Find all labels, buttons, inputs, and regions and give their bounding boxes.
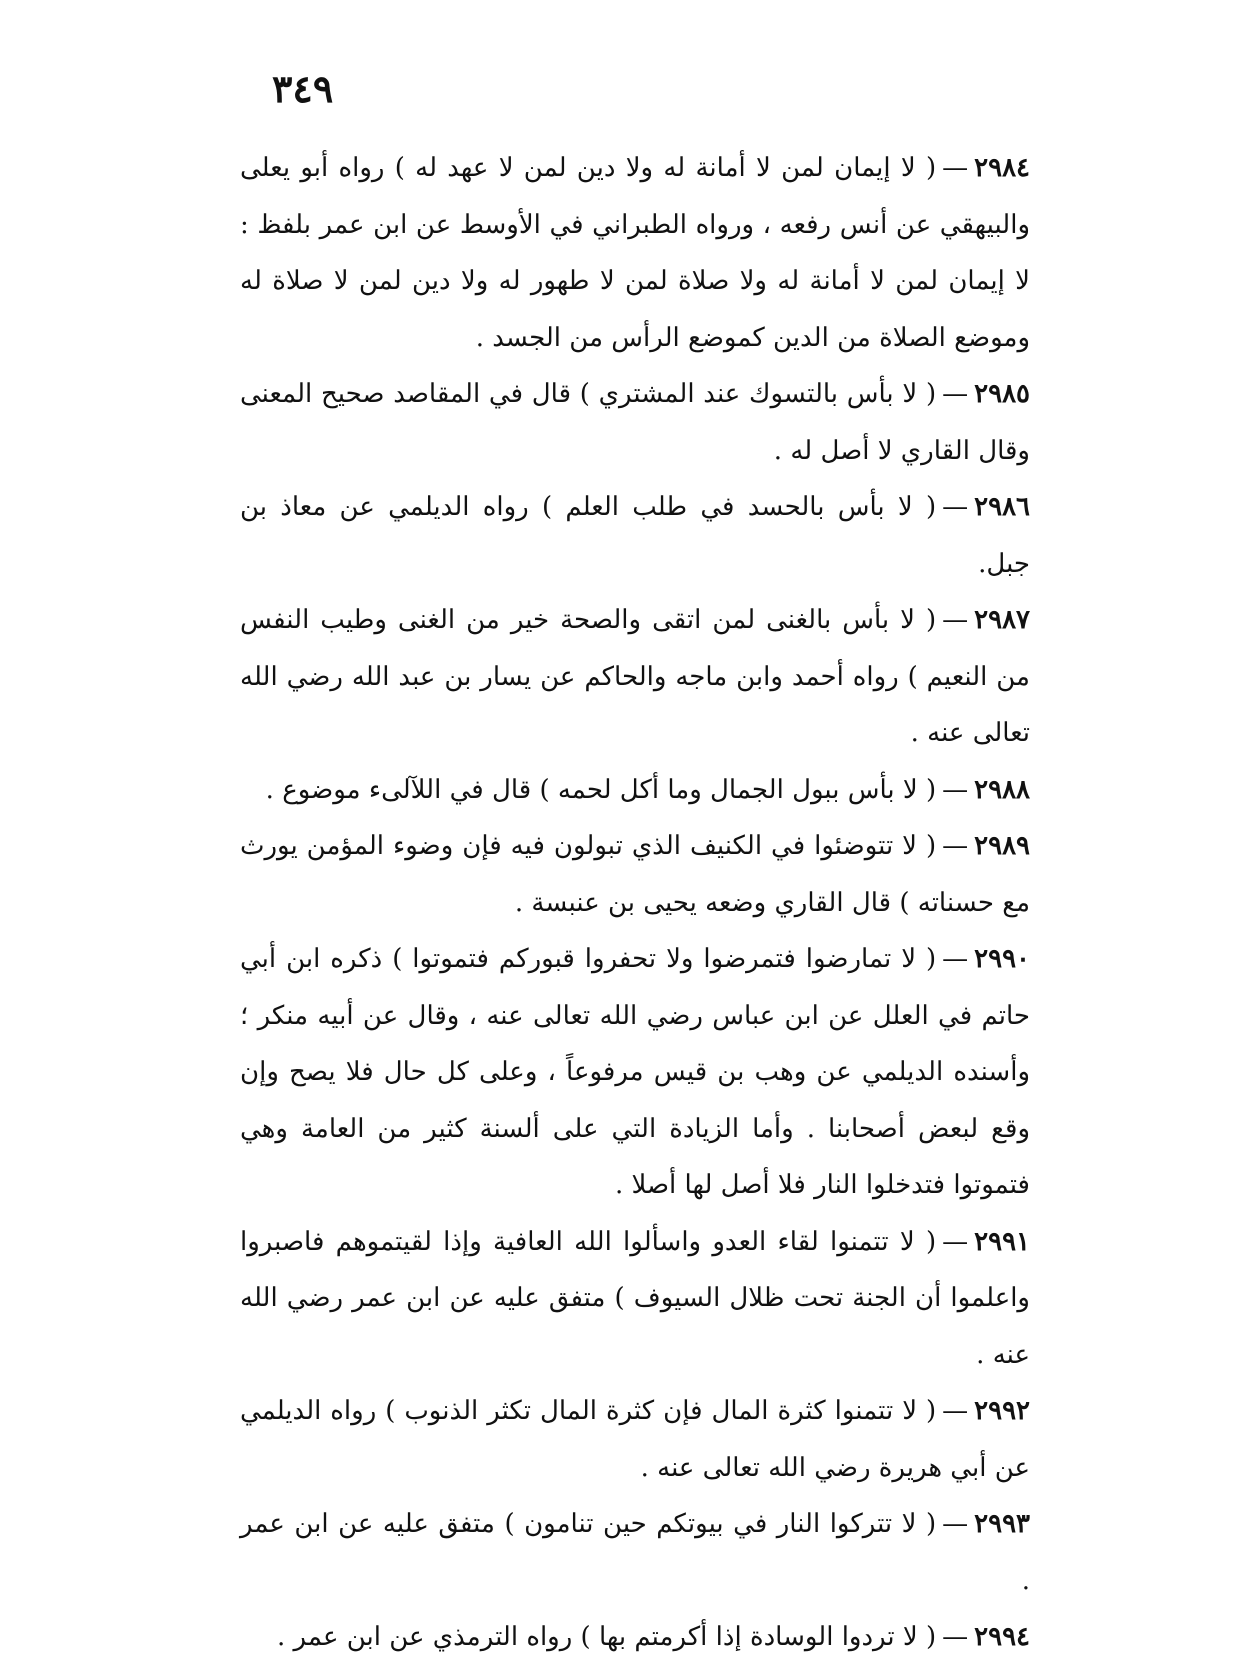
hadith-entry: ٢٩٩٤—( لا تردوا الوسادة إذا أكرمتم بها ) رواه الترمذي عن ابن عمر .: [277, 1622, 1030, 1652]
hadith-entry: ٢٩٨٨—( لا بأس ببول الجمال وما أكل لحمه ) قال في اللآلىء موضوع .: [265, 774, 1030, 805]
hadith-entries: [240, 140, 1030, 1666]
entry-number: ٢٩٩٣: [974, 1509, 1030, 1539]
page-number: ٣٤٩: [272, 66, 334, 111]
entry-text: ( لا بأس بالحسد في طلب العلم ) رواه الديلمي عن معاذ بن جبل.: [240, 492, 1030, 579]
entry-text: ( لا تتمنوا لقاء العدو واسألوا الله العافية وإذا لقيتموهم فاصبروا واعلموا أن الجنة تحت ظلال السيوف ) متفق عليه عن ابن عمر رضي الله عنه .: [240, 1226, 1030, 1370]
hadith-entry: ٢٩٩٠—( لا تمارضوا فتمرضوا ولا تحفروا قبوركم فتموتوا ) ذكره ابن أبي حاتم في العلل عن ابن عباس رضي الله تعالى عنه ، وقال عن أبيه منكر ؛ وأسنده الديلمي عن وهب بن قيس مرفوعاً ، وعلى كل حال فلا يصح وإن وقع لبعض أصحابنا . وأما الزيادة التي على ألسنة كثير من العامة وهي فتموتوا فتدخلوا النار فلا أصل لها أصلا .: [240, 944, 1030, 1200]
hadith-entry: ٢٩٩٢—( لا تتمنوا كثرة المال فإن كثرة المال تكثر الذنوب ) رواه الديلمي عن أبي هريرة رضي الله تعالى عنه .: [240, 1396, 1030, 1483]
entry-number: ٢٩٨٤: [974, 153, 1030, 183]
entry-number: ٢٩٩٤: [974, 1622, 1030, 1652]
entry-text: ( لا تتمنوا كثرة المال فإن كثرة المال تكثر الذنوب ) رواه الديلمي عن أبي هريرة رضي الله تعالى عنه .: [240, 1396, 1030, 1483]
hadith-entry: ٢٩٨٥—( لا بأس بالتسوك عند المشتري ) قال في المقاصد صحيح المعنى وقال القاري لا أصل له .: [240, 379, 1030, 466]
entry-text: ( لا بأس ببول الجمال وما أكل لحمه ) قال في اللآلىء موضوع .: [265, 774, 937, 805]
hadith-entry: ٢٩٨٦—( لا بأس بالحسد في طلب العلم ) رواه الديلمي عن معاذ بن جبل.: [240, 492, 1030, 579]
entry-number: ٢٩٨٨: [974, 774, 1030, 805]
hadith-entry: ٢٩٩٣—( لا تتركوا النار في بيوتكم حين تنامون ) متفق عليه عن ابن عمر .: [240, 1509, 1030, 1596]
hadith-entry: ٢٩٨٤—( لا إيمان لمن لا أمانة له ولا دين لمن لا عهد له ) رواه أبو يعلى والبيهقي عن أنس رفعه ، ورواه الطبراني في الأوسط عن ابن عمر بلفظ : لا إيمان لمن لا أمانة له ولا صلاة لمن لا طهور له ولا دين لمن لا صلاة له وموضع الصلاة من الدين كموضع الرأس من الجسد .: [240, 153, 1030, 353]
entry-number: ٢٩٨٦: [974, 492, 1030, 522]
entry-text: ( لا تردوا الوسادة إذا أكرمتم بها ) رواه الترمذي عن ابن عمر .: [277, 1622, 937, 1652]
hadith-entry: ٢٩٩١—( لا تتمنوا لقاء العدو واسألوا الله العافية وإذا لقيتموهم فاصبروا واعلموا أن الجنة تحت ظلال السيوف ) متفق عليه عن ابن عمر رضي الله عنه .: [240, 1226, 1030, 1370]
entry-number: ٢٩٩٢: [974, 1396, 1030, 1426]
hadith-entry: ٢٩٨٧—( لا بأس بالغنى لمن اتقى والصحة خير من الغنى وطيب النفس من النعيم ) رواه أحمد وابن ماجه والحاكم عن يسار بن عبد الله رضي الله تعالى عنه .: [240, 605, 1030, 748]
entry-number: ٢٩٩١: [974, 1226, 1030, 1257]
entry-text: ( لا إيمان لمن لا أمانة له ولا دين لمن لا عهد له ) رواه أبو يعلى والبيهقي عن أنس رفعه ، ورواه الطبراني في الأوسط عن ابن عمر بلفظ : لا إيمان لمن لا أمانة له ولا صلاة لمن لا طهور له ولا دين لمن لا صلاة له وموضع الصلاة من الدين كموضع الرأس من الجسد .: [240, 153, 1030, 353]
entry-text: ( لا تتوضئوا في الكنيف الذي تبولون فيه فإن وضوء المؤمن يورث مع حسناته ) قال القاري وضعه يحيى بن عنبسة .: [240, 831, 1030, 918]
hadith-entry: ٢٩٨٩—( لا تتوضئوا في الكنيف الذي تبولون فيه فإن وضوء المؤمن يورث مع حسناته ) قال القاري وضعه يحيى بن عنبسة .: [240, 831, 1030, 918]
entry-number: ٢٩٨٥: [974, 379, 1030, 409]
entry-number: ٢٩٨٧: [974, 605, 1030, 635]
entry-text: ( لا بأس بالتسوك عند المشتري ) قال في المقاصد صحيح المعنى وقال القاري لا أصل له .: [240, 379, 1030, 466]
entry-number: ٢٩٨٩: [974, 831, 1030, 861]
entry-number: ٢٩٩٠: [974, 944, 1030, 974]
entry-text: ( لا تتركوا النار في بيوتكم حين تنامون ) متفق عليه عن ابن عمر .: [240, 1509, 1030, 1596]
entry-text: ( لا بأس بالغنى لمن اتقى والصحة خير من الغنى وطيب النفس من النعيم ) رواه أحمد وابن ماجه والحاكم عن يسار بن عبد الله رضي الله تعالى عنه .: [240, 605, 1030, 748]
entry-text: ( لا تمارضوا فتمرضوا ولا تحفروا قبوركم فتموتوا ) ذكره ابن أبي حاتم في العلل عن ابن عباس رضي الله تعالى عنه ، وقال عن أبيه منكر ؛ وأسنده الديلمي عن وهب بن قيس مرفوعاً ، وعلى كل حال فلا يصح وإن وقع لبعض أصحابنا . وأما الزيادة التي على ألسنة كثير من العامة وهي فتموتوا فتدخلوا النار فلا أصل لها أصلا .: [240, 944, 1030, 1200]
